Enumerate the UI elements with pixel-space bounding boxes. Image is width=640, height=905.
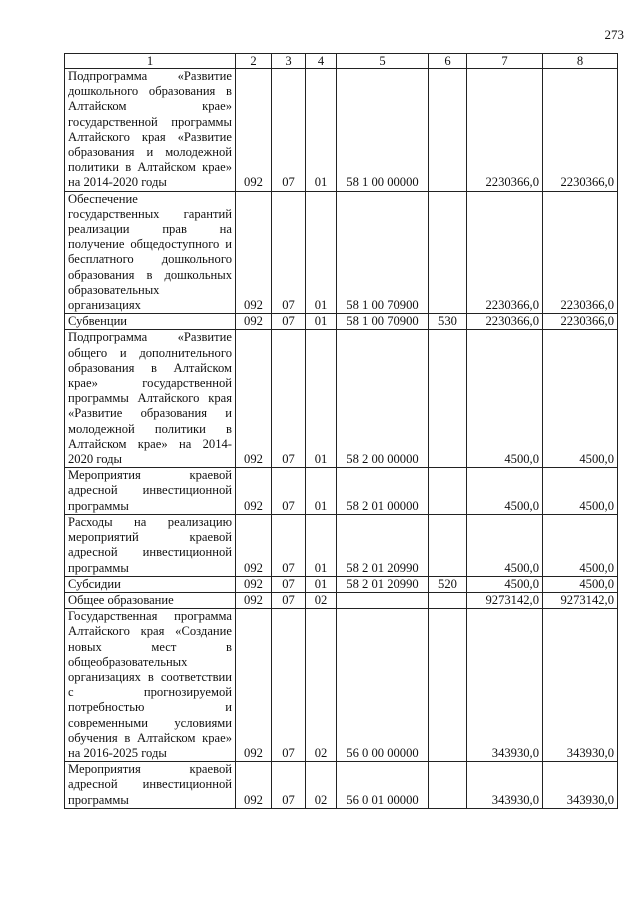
vr-code — [429, 592, 467, 608]
csr-code: 58 1 00 00000 — [337, 69, 429, 192]
table-row — [65, 762, 618, 809]
amount-2019: 4500,0 — [467, 576, 543, 592]
pr-code: 01 — [306, 314, 337, 330]
amount-2019: 343930,0 — [467, 762, 543, 809]
table-row — [65, 576, 618, 592]
csr-code: 58 2 01 20990 — [337, 576, 429, 592]
row-name: Подпрограмма «Развитие дошкольного образования в Алтайском крае» государственной программы Алтайского края «Развитие образования и молодежной политики в Алтайском крае» на 2014-2020 годы — [65, 69, 236, 192]
page-number: 273 — [604, 27, 624, 42]
rz-code: 07 — [272, 468, 306, 515]
header-cell: 3 — [272, 54, 306, 69]
amount-2020: 2230366,0 — [543, 191, 618, 314]
table-row — [65, 330, 618, 468]
pr-code: 02 — [306, 592, 337, 608]
ved-code: 092 — [236, 468, 272, 515]
vr-code: 520 — [429, 576, 467, 592]
row-name: Подпрограмма «Развитие общего и дополнительного образования в Алтайском крае» государственной программы Алтайского края «Развитие образования и молодежной политики в Алтайском крае» на 2014-2020 годы — [65, 330, 236, 468]
amount-2019: 2230366,0 — [467, 69, 543, 192]
amount-2019: 9273142,0 — [467, 592, 543, 608]
row-name: Обеспечение государственных гарантий реализации прав на получение общедоступного и бесплатного дошкольного образования в дошкольных образовательных организациях — [65, 191, 236, 314]
csr-code: 58 2 01 00000 — [337, 468, 429, 515]
header-cell: 4 — [306, 54, 337, 69]
pr-code: 01 — [306, 191, 337, 314]
csr-code: 56 0 00 00000 — [337, 609, 429, 762]
csr-code: 56 0 01 00000 — [337, 762, 429, 809]
rz-code: 07 — [272, 514, 306, 576]
amount-2019: 343930,0 — [467, 609, 543, 762]
rz-code: 07 — [272, 314, 306, 330]
amount-2019: 4500,0 — [467, 514, 543, 576]
rz-code: 07 — [272, 592, 306, 608]
header-cell: 6 — [429, 54, 467, 69]
header-cell: 2 — [236, 54, 272, 69]
header-cell: 5 — [337, 54, 429, 69]
rz-code: 07 — [272, 609, 306, 762]
csr-code — [337, 592, 429, 608]
pr-code: 01 — [306, 330, 337, 468]
amount-2020: 2230366,0 — [543, 69, 618, 192]
amount-2019: 4500,0 — [467, 468, 543, 515]
amount-2020: 4500,0 — [543, 576, 618, 592]
table-row — [65, 314, 618, 330]
pr-code: 01 — [306, 576, 337, 592]
vr-code — [429, 69, 467, 192]
row-name: Мероприятия краевой адресной инвестиционной программы — [65, 468, 236, 515]
vr-code — [429, 514, 467, 576]
header-row — [65, 54, 618, 69]
amount-2019: 2230366,0 — [467, 314, 543, 330]
ved-code: 092 — [236, 762, 272, 809]
vr-code — [429, 762, 467, 809]
row-name: Мероприятия краевой адресной инвестиционной программы — [65, 762, 236, 809]
csr-code: 58 1 00 70900 — [337, 314, 429, 330]
table-row — [65, 609, 618, 762]
budget-table — [64, 53, 618, 809]
amount-2020: 343930,0 — [543, 609, 618, 762]
row-name: Государственная программа Алтайского края «Создание новых мест в общеобразовательных организациях в соответствии с прогнозируемой потребностью и современными условиями обучения в Алтайском крае» на 2016-2025 годы — [65, 609, 236, 762]
csr-code: 58 2 00 00000 — [337, 330, 429, 468]
header-cell: 8 — [543, 54, 618, 69]
amount-2020: 4500,0 — [543, 468, 618, 515]
pr-code: 01 — [306, 69, 337, 192]
ved-code: 092 — [236, 576, 272, 592]
vr-code — [429, 330, 467, 468]
rz-code: 07 — [272, 762, 306, 809]
amount-2020: 2230366,0 — [543, 314, 618, 330]
amount-2020: 4500,0 — [543, 330, 618, 468]
rz-code: 07 — [272, 191, 306, 314]
amount-2020: 343930,0 — [543, 762, 618, 809]
ved-code: 092 — [236, 69, 272, 192]
table-row — [65, 468, 618, 515]
amount-2020: 9273142,0 — [543, 592, 618, 608]
ved-code: 092 — [236, 314, 272, 330]
csr-code: 58 2 01 20990 — [337, 514, 429, 576]
header-cell: 1 — [65, 54, 236, 69]
table-row — [65, 69, 618, 192]
ved-code: 092 — [236, 330, 272, 468]
row-name: Общее образование — [65, 592, 236, 608]
rz-code: 07 — [272, 576, 306, 592]
vr-code — [429, 609, 467, 762]
pr-code: 01 — [306, 468, 337, 515]
vr-code — [429, 191, 467, 314]
vr-code: 530 — [429, 314, 467, 330]
table-row — [65, 514, 618, 576]
pr-code: 02 — [306, 609, 337, 762]
rz-code: 07 — [272, 69, 306, 192]
ved-code: 092 — [236, 609, 272, 762]
header-cell: 7 — [467, 54, 543, 69]
amount-2019: 4500,0 — [467, 330, 543, 468]
ved-code: 092 — [236, 514, 272, 576]
vr-code — [429, 468, 467, 515]
pr-code: 01 — [306, 514, 337, 576]
pr-code: 02 — [306, 762, 337, 809]
rz-code: 07 — [272, 330, 306, 468]
table-row — [65, 191, 618, 314]
row-name: Субсидии — [65, 576, 236, 592]
row-name: Расходы на реализацию мероприятий краевой адресной инвестиционной программы — [65, 514, 236, 576]
table-row — [65, 592, 618, 608]
row-name: Субвенции — [65, 314, 236, 330]
ved-code: 092 — [236, 592, 272, 608]
ved-code: 092 — [236, 191, 272, 314]
amount-2020: 4500,0 — [543, 514, 618, 576]
csr-code: 58 1 00 70900 — [337, 191, 429, 314]
amount-2019: 2230366,0 — [467, 191, 543, 314]
